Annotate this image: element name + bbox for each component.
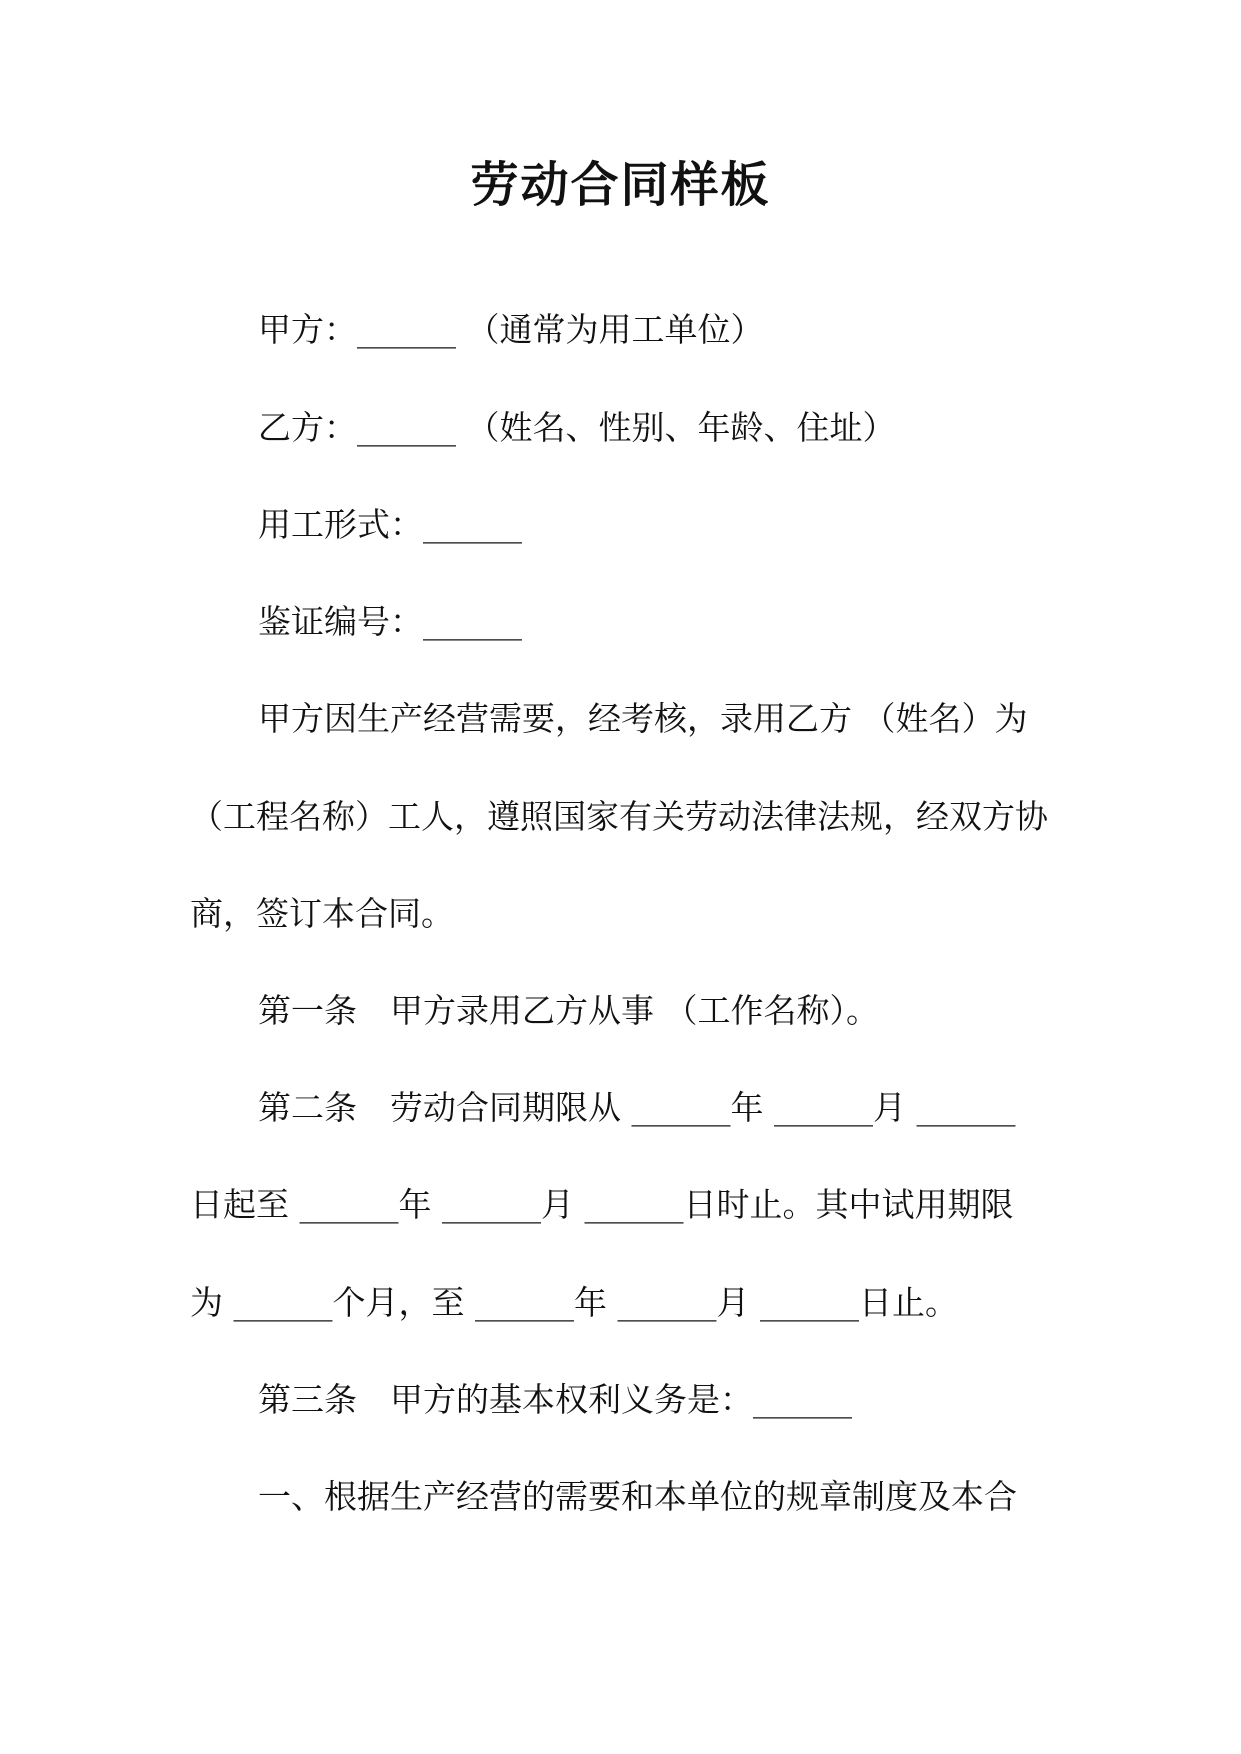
party-a-line: 甲方：______ （通常为用工单位） <box>258 310 764 349</box>
article-3-line: 第三条 甲方的基本权利义务是：______ <box>258 1380 852 1419</box>
article-1-line: 第一条 甲方录用乙方从事 （工作名称）。 <box>258 991 879 1030</box>
article-3-item-1-line: 一、根据生产经营的需要和本单位的规章制度及本合 <box>258 1477 1017 1516</box>
document-title: 劳动合同样板 <box>470 157 771 213</box>
article-2-line-2: 日起至 ______年 ______月 ______日时止。其中试用期限 <box>190 1185 1014 1224</box>
article-2-line-3: 为 ______个月，至 ______年 ______月 ______日止。 <box>190 1283 958 1322</box>
employment-form-line: 用工形式：______ <box>258 505 522 544</box>
preamble-line-2: （工程名称）工人，遵照国家有关劳动法律法规，经双方协 <box>190 797 1048 836</box>
certification-number-line: 鉴证编号：______ <box>258 602 522 641</box>
party-b-line: 乙方：______ （姓名、性别、年龄、住址） <box>258 408 896 447</box>
article-2-line-1: 第二条 劳动合同期限从 ______年 ______月 ______ <box>258 1088 1016 1127</box>
preamble-line-1: 甲方因生产经营需要，经考核，录用乙方 （姓名）为 <box>258 699 1028 738</box>
preamble-line-3: 商，签订本合同。 <box>190 894 454 933</box>
